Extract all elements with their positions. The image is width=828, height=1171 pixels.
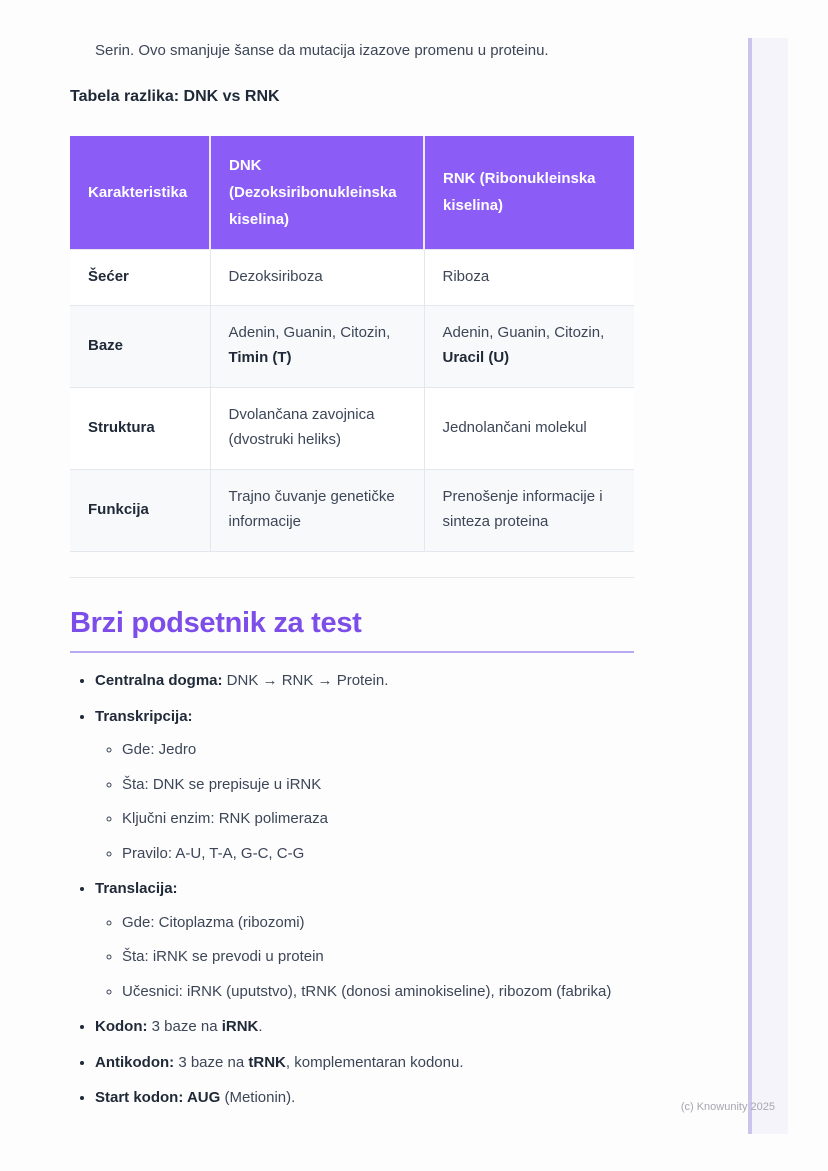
- bold-text: iRNK: [221, 1018, 259, 1036]
- text: Učesnici: iRNK (uputstvo), tRNK (donosi aminokiseline), ribozom (fabrika): [122, 982, 612, 1000]
- row-label-cell: Šećer: [70, 249, 210, 305]
- text: Jednolančani molekul: [442, 418, 587, 436]
- heading-underline: [70, 651, 634, 653]
- text: Adenin, Guanin, Citozin,: [228, 324, 391, 342]
- bold-text: Start kodon: AUG: [95, 1089, 221, 1107]
- list-item: [95, 878, 634, 1003]
- text: Riboza: [442, 267, 490, 285]
- text: Ključni enzim: RNK polimeraza: [122, 810, 328, 828]
- bold-text: Antikodon:: [95, 1053, 175, 1071]
- text: Gde: Jedro: [122, 741, 197, 759]
- text: Dvolančana zavojnica (dvostruki heliks): [228, 406, 375, 448]
- sub-list-item: [122, 912, 634, 935]
- table-row: [70, 305, 634, 387]
- sub-list-item: [122, 843, 634, 866]
- list-item: [95, 706, 634, 866]
- sub-list: [95, 739, 634, 865]
- scrollbar-track[interactable]: [748, 38, 788, 1134]
- sub-list-item: [122, 808, 634, 831]
- list-item: [95, 1087, 634, 1110]
- text: , komplementaran kodonu.: [285, 1053, 464, 1071]
- table-cell: [424, 387, 634, 469]
- text: Prenošenje informacije i sinteza proteina: [442, 488, 603, 530]
- bold-text: Transkripcija:: [95, 707, 193, 725]
- section-heading: Brzi podsetnik za test: [70, 606, 362, 639]
- row-label-cell: Funkcija: [70, 469, 210, 551]
- text: Trajno čuvanje genetičke informacije: [228, 488, 395, 530]
- intro-paragraph: Serin. Ovo smanjuje šanse da mutacija izazove promenu u proteinu.: [95, 42, 549, 59]
- list-item: [95, 1052, 634, 1075]
- sub-list-item: [122, 739, 634, 762]
- text: Pravilo: A-U, T-A, G-C, C-G: [122, 844, 305, 862]
- table-header-cell: RNK (Ribonukleinska kiselina): [424, 136, 634, 250]
- bold-text: Centralna dogma:: [95, 672, 223, 690]
- comparison-table: [70, 136, 634, 552]
- text: Šta: iRNK se prevodi u protein: [122, 948, 324, 966]
- list-item: [95, 670, 634, 693]
- table-header-row: [70, 136, 634, 250]
- sub-list-item: [122, 946, 634, 969]
- table-cell: [210, 469, 424, 551]
- table-cell: [424, 305, 634, 387]
- text: 3 baze na: [147, 1018, 222, 1036]
- bold-text: Kodon:: [95, 1018, 148, 1036]
- sub-list-item: [122, 774, 634, 797]
- text: .: [258, 1018, 263, 1036]
- table-title: Tabela razlika: DNK vs RNK: [70, 87, 280, 105]
- table-cell: [210, 249, 424, 305]
- table-row: [70, 249, 634, 305]
- text: DNK → RNK → Protein.: [222, 672, 389, 690]
- table-header-cell: DNK (Dezoksiribonukleinska kiselina): [210, 136, 424, 250]
- summary-list: [70, 670, 634, 1110]
- text: Dezoksiriboza: [228, 267, 323, 285]
- sub-list-item: [122, 981, 634, 1004]
- bold-text: Translacija:: [95, 880, 178, 898]
- row-label-cell: Struktura: [70, 387, 210, 469]
- text: Adenin, Guanin, Citozin,: [442, 324, 605, 342]
- list-item: [95, 1016, 634, 1039]
- text: 3 baze na: [174, 1053, 249, 1071]
- table-row: [70, 387, 634, 469]
- text: Šta: DNK se prepisuje u iRNK: [122, 775, 322, 793]
- table-cell: [210, 387, 424, 469]
- section-divider: [70, 577, 634, 578]
- table-cell: [424, 469, 634, 551]
- table-cell: [424, 249, 634, 305]
- sub-list: [95, 912, 634, 1004]
- bold-text: tRNK: [248, 1053, 286, 1071]
- text: Gde: Citoplazma (ribozomi): [122, 913, 305, 931]
- row-label-cell: Baze: [70, 305, 210, 387]
- bold-text: Timin (T): [228, 349, 292, 366]
- table-header-cell: Karakteristika: [70, 136, 210, 250]
- table-row: [70, 469, 634, 551]
- text: (Metionin).: [220, 1089, 296, 1107]
- document-page: [70, 0, 634, 1123]
- table-cell: [210, 305, 424, 387]
- footer-credit: (c) Knowunity 2025: [680, 1101, 775, 1113]
- bold-text: Uracil (U): [442, 349, 510, 366]
- table-body: [70, 249, 634, 551]
